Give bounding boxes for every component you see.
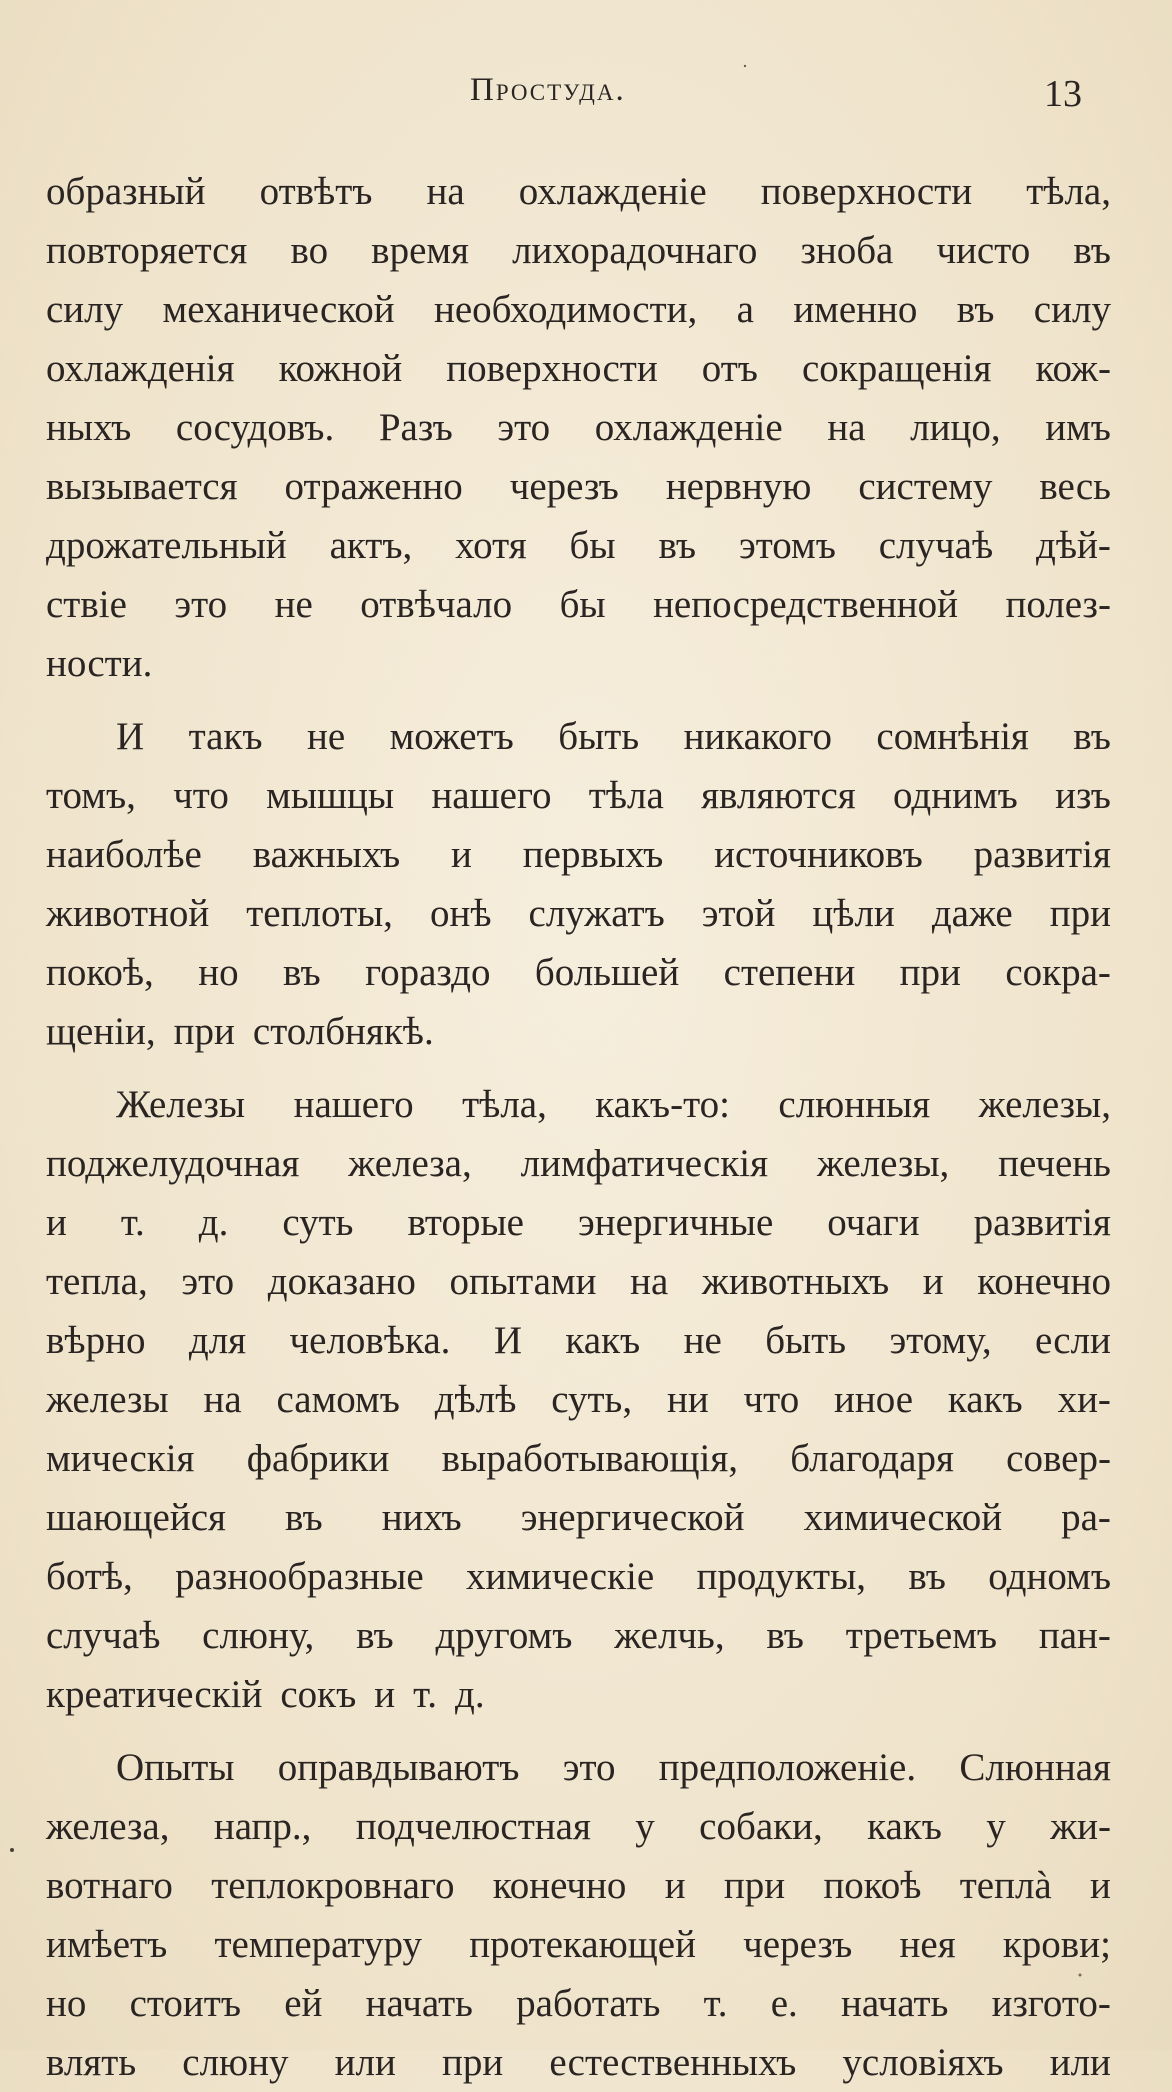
word: слюну	[182, 2041, 289, 2084]
word: цѣли	[812, 892, 895, 935]
text-line	[46, 825, 1111, 884]
word: ствіе	[46, 583, 127, 626]
text-line	[46, 1547, 1111, 1606]
word: полез-	[1005, 583, 1111, 626]
paragraph-gap	[46, 1061, 1111, 1075]
word: въ	[908, 1555, 946, 1598]
word: иное	[834, 1378, 914, 1421]
word: Разъ	[378, 406, 453, 449]
word: тѣла	[588, 774, 664, 817]
paper-speck	[10, 1848, 14, 1852]
paragraph	[46, 1075, 1111, 1724]
paragraph-gap	[46, 693, 1111, 707]
word: совер-	[1006, 1437, 1111, 1480]
word: на	[827, 406, 866, 449]
text-line	[46, 1797, 1111, 1856]
word: что	[173, 774, 229, 817]
text-line	[46, 280, 1111, 339]
word: если	[1034, 1319, 1111, 1362]
word: это	[497, 406, 551, 449]
word: животныхъ	[701, 1260, 890, 1303]
word: этой	[701, 892, 776, 935]
word: другомъ	[435, 1614, 573, 1657]
text-line	[46, 162, 1111, 221]
word: развитія	[973, 833, 1111, 876]
word: железа,	[46, 1805, 170, 1848]
text-line	[46, 1974, 1111, 2033]
text-line	[46, 1915, 1111, 1974]
word: т.	[413, 1673, 437, 1716]
text-line	[46, 707, 1111, 766]
text-line	[46, 1002, 1111, 1061]
word: суть	[282, 1201, 354, 1244]
word: въ	[766, 1614, 804, 1657]
word: химическіе	[465, 1555, 655, 1598]
word: въ	[356, 1614, 394, 1657]
word: имъ	[1045, 406, 1111, 449]
word: бы	[559, 583, 606, 626]
word: или	[1049, 2041, 1111, 2084]
word: ни	[666, 1378, 709, 1421]
word: конечно	[977, 1260, 1111, 1303]
word: очаги	[827, 1201, 920, 1244]
word: отраженно	[284, 465, 463, 508]
word: сокра-	[1005, 951, 1111, 994]
word: е.	[770, 1982, 798, 2025]
text-line	[46, 339, 1111, 398]
word: предположеніе.	[658, 1746, 917, 1789]
word: И	[116, 715, 145, 758]
text-line	[46, 943, 1111, 1002]
text-line	[46, 634, 1111, 693]
word: источниковъ	[714, 833, 923, 876]
word: у	[635, 1805, 655, 1848]
word: влять	[46, 2041, 137, 2084]
word: образный	[46, 170, 206, 213]
word: никакого	[683, 715, 832, 758]
word: отвѣтъ	[259, 170, 373, 213]
word: ности.	[46, 642, 153, 685]
word: ботѣ,	[46, 1555, 133, 1598]
word: у	[986, 1805, 1006, 1848]
word: наиболѣе	[46, 833, 202, 876]
word: нашего	[293, 1083, 414, 1126]
word: однимъ	[893, 774, 1018, 817]
text-line	[46, 2033, 1111, 2092]
word: какъ-то:	[595, 1083, 730, 1126]
word: вѣрно	[46, 1319, 146, 1362]
word: отъ	[701, 347, 758, 390]
word: этому,	[889, 1319, 992, 1362]
word: покоѣ,	[46, 951, 154, 994]
running-head	[0, 72, 1172, 122]
word: самомъ	[276, 1378, 400, 1421]
word: работать	[516, 1982, 661, 2025]
word: энергичные	[577, 1201, 774, 1244]
word: третьемъ	[845, 1614, 998, 1657]
word: важныхъ	[252, 833, 401, 876]
word: первыхъ	[522, 833, 664, 876]
word: или	[334, 2041, 396, 2084]
word: на	[203, 1378, 242, 1421]
word: систему	[858, 465, 993, 508]
word: теплокровнаго	[211, 1864, 455, 1907]
word: т.	[703, 1982, 728, 2025]
word: лицо,	[910, 406, 1001, 449]
word: Опыты	[116, 1746, 235, 1789]
word: начать	[365, 1982, 473, 2025]
word: вызывается	[46, 465, 238, 508]
paragraph	[46, 1738, 1111, 2092]
word: а	[736, 288, 754, 331]
word: столбнякѣ.	[252, 1010, 434, 1053]
word: хи-	[1057, 1378, 1111, 1421]
word: вотнаго	[46, 1864, 173, 1907]
word: тѣла,	[1026, 170, 1111, 213]
word: теплà	[959, 1864, 1052, 1907]
word: выработывающія,	[441, 1437, 739, 1480]
word: опытами	[449, 1260, 597, 1303]
word: энергической	[520, 1496, 745, 1539]
word: какъ	[947, 1378, 1023, 1421]
word: продукты,	[696, 1555, 867, 1598]
word: во	[290, 229, 329, 272]
word: дѣлѣ	[434, 1378, 517, 1421]
text-line	[46, 1665, 1111, 1724]
word: нервную	[665, 465, 812, 508]
word: железа,	[348, 1142, 472, 1185]
word: начать	[841, 1982, 949, 2025]
word: развитія	[973, 1201, 1111, 1244]
word: при	[1049, 892, 1111, 935]
text-line	[46, 457, 1111, 516]
word: и	[451, 833, 472, 876]
word: условіяхъ	[842, 2041, 1004, 2084]
word: т.	[120, 1201, 145, 1244]
word: мышцы	[266, 774, 395, 817]
word: быть	[558, 715, 640, 758]
word: зноба	[800, 229, 894, 272]
paragraph	[46, 162, 1111, 693]
word: д.	[455, 1673, 485, 1716]
word: теплоты,	[246, 892, 393, 935]
text-line	[46, 1606, 1111, 1665]
word: шающейся	[46, 1496, 226, 1539]
word: разнообразные	[175, 1555, 424, 1598]
word: тепла,	[46, 1260, 148, 1303]
word: конечно	[492, 1864, 627, 1907]
word: гораздо	[365, 951, 491, 994]
word: сомнѣнія	[876, 715, 1029, 758]
word: мическія	[46, 1437, 195, 1480]
word: покоѣ	[823, 1864, 922, 1907]
word: на	[426, 170, 465, 213]
word: въ	[1073, 229, 1111, 272]
paragraph	[46, 707, 1111, 1061]
text-line	[46, 1856, 1111, 1915]
word: слюну,	[202, 1614, 315, 1657]
word: быть	[765, 1319, 847, 1362]
word: бы	[569, 524, 616, 567]
word: напр.,	[213, 1805, 312, 1848]
word: И	[493, 1319, 523, 1362]
word: это	[174, 583, 228, 626]
word: оправдываютъ	[277, 1746, 520, 1789]
word: но	[46, 1982, 87, 2025]
word: что	[743, 1378, 800, 1421]
word: нея	[899, 1923, 956, 1966]
word: щеніи,	[46, 1010, 156, 1053]
text-line	[46, 1311, 1111, 1370]
word: изъ	[1055, 774, 1111, 817]
word: актъ,	[329, 524, 413, 567]
word: какъ	[565, 1319, 641, 1362]
word: доказано	[267, 1260, 416, 1303]
word: Слюнная	[959, 1746, 1111, 1789]
word: температуру	[214, 1923, 422, 1966]
text-line	[46, 1488, 1111, 1547]
word: такъ	[188, 715, 263, 758]
word: механической	[162, 288, 395, 331]
word: томъ,	[46, 774, 136, 817]
text-line	[46, 516, 1111, 575]
word: отвѣчало	[360, 583, 513, 626]
word: жи-	[1050, 1805, 1111, 1848]
word: силу	[1033, 288, 1111, 331]
text-line	[46, 1075, 1111, 1134]
word: не	[307, 715, 346, 758]
word: благодаря	[790, 1437, 954, 1480]
word: и	[374, 1673, 396, 1716]
word: фабрики	[246, 1437, 390, 1480]
word: лимфатическія	[520, 1142, 769, 1185]
word: непосредственной	[653, 583, 958, 626]
word: поджелудочная	[46, 1142, 300, 1185]
word: случаѣ	[878, 524, 994, 567]
word: нихъ	[381, 1496, 462, 1539]
word: печень	[998, 1142, 1111, 1185]
word: служатъ	[528, 892, 665, 935]
word: но	[198, 951, 239, 994]
word: какъ	[867, 1805, 942, 1848]
word: это	[181, 1260, 235, 1303]
word: сокращенія	[801, 347, 992, 390]
word: не	[683, 1319, 722, 1362]
paragraph-gap	[46, 1724, 1111, 1738]
word: сосудовъ.	[175, 406, 335, 449]
word: являются	[701, 774, 856, 817]
word: именно	[793, 288, 918, 331]
body-text	[46, 162, 1111, 2092]
word: Железы	[116, 1083, 246, 1126]
word: этомъ	[738, 524, 836, 567]
word: охлажденія	[46, 347, 235, 390]
word: собаки,	[699, 1805, 823, 1848]
word: черезъ	[509, 465, 619, 508]
text-line	[46, 1738, 1111, 1797]
word: для	[188, 1319, 247, 1362]
word: дрожательный	[46, 524, 287, 567]
word: при	[173, 1010, 235, 1053]
word: поверхности	[760, 170, 973, 213]
word: охлажденіе	[518, 170, 707, 213]
text-line	[46, 1193, 1111, 1252]
word: одномъ	[988, 1555, 1111, 1598]
text-line	[46, 1370, 1111, 1429]
word: время	[371, 229, 469, 272]
text-line	[46, 1134, 1111, 1193]
word: не	[274, 583, 313, 626]
word: ей	[284, 1982, 323, 2025]
word: протекающей	[469, 1923, 696, 1966]
word: вторые	[407, 1201, 524, 1244]
word: это	[562, 1746, 616, 1789]
paper-speck	[744, 65, 746, 67]
word: химической	[803, 1496, 1003, 1539]
word: при	[442, 2041, 504, 2084]
page-number: 13	[1044, 73, 1082, 115]
word: въ	[283, 951, 321, 994]
word: кож-	[1035, 347, 1111, 390]
word: стоитъ	[129, 1982, 241, 2025]
word: и	[664, 1864, 686, 1907]
word: степени	[723, 951, 856, 994]
text-line	[46, 398, 1111, 457]
word: случаѣ	[46, 1614, 161, 1657]
word: при	[723, 1864, 786, 1907]
text-line	[46, 766, 1111, 825]
word: человѣка.	[289, 1319, 451, 1362]
word: слюнныя	[778, 1083, 931, 1126]
text-line	[46, 884, 1111, 943]
word: въ	[285, 1496, 323, 1539]
text-line	[46, 1252, 1111, 1311]
word: даже	[931, 892, 1013, 935]
word: желчь,	[614, 1614, 725, 1657]
word: д.	[198, 1201, 229, 1244]
word: на	[630, 1260, 669, 1303]
word: естественныхъ	[549, 2041, 797, 2084]
word: суть,	[551, 1378, 633, 1421]
word: креатическій	[46, 1673, 263, 1716]
word: крови;	[1002, 1923, 1111, 1966]
word: онѣ	[429, 892, 492, 935]
word: весь	[1039, 465, 1111, 508]
word: ныхъ	[46, 406, 132, 449]
word: въ	[1073, 715, 1111, 758]
word: повторяется	[46, 229, 248, 272]
word: силу	[46, 288, 124, 331]
word: въ	[658, 524, 697, 567]
word: имѣетъ	[46, 1923, 168, 1966]
word: изгото-	[991, 1982, 1111, 2025]
word: и	[46, 1201, 67, 1244]
word: железы	[46, 1378, 169, 1421]
running-title: Простуда.	[470, 72, 626, 108]
word: и	[922, 1260, 944, 1303]
word: чисто	[936, 229, 1031, 272]
word: дѣй-	[1036, 524, 1111, 567]
word: въ	[956, 288, 995, 331]
text-line	[46, 575, 1111, 634]
word: хотя	[455, 524, 527, 567]
word: при	[899, 951, 961, 994]
word: животной	[46, 892, 210, 935]
word: охлажденіе	[594, 406, 783, 449]
word: можетъ	[389, 715, 514, 758]
word: и	[1090, 1864, 1111, 1907]
word: пан-	[1038, 1614, 1111, 1657]
word: сокъ	[280, 1673, 357, 1716]
text-line	[46, 1429, 1111, 1488]
word: большей	[534, 951, 680, 994]
word: железы,	[816, 1142, 950, 1185]
word: кожной	[278, 347, 403, 390]
word: нашего	[431, 774, 552, 817]
word: черезъ	[743, 1923, 853, 1966]
word: лихорадочнаго	[512, 229, 758, 272]
word: ра-	[1061, 1496, 1111, 1539]
word: подчелюстная	[355, 1805, 591, 1848]
word: необходимости,	[433, 288, 698, 331]
word: тѣла,	[462, 1083, 547, 1126]
word: железы,	[978, 1083, 1111, 1126]
word: поверхности	[446, 347, 658, 390]
text-line	[46, 221, 1111, 280]
